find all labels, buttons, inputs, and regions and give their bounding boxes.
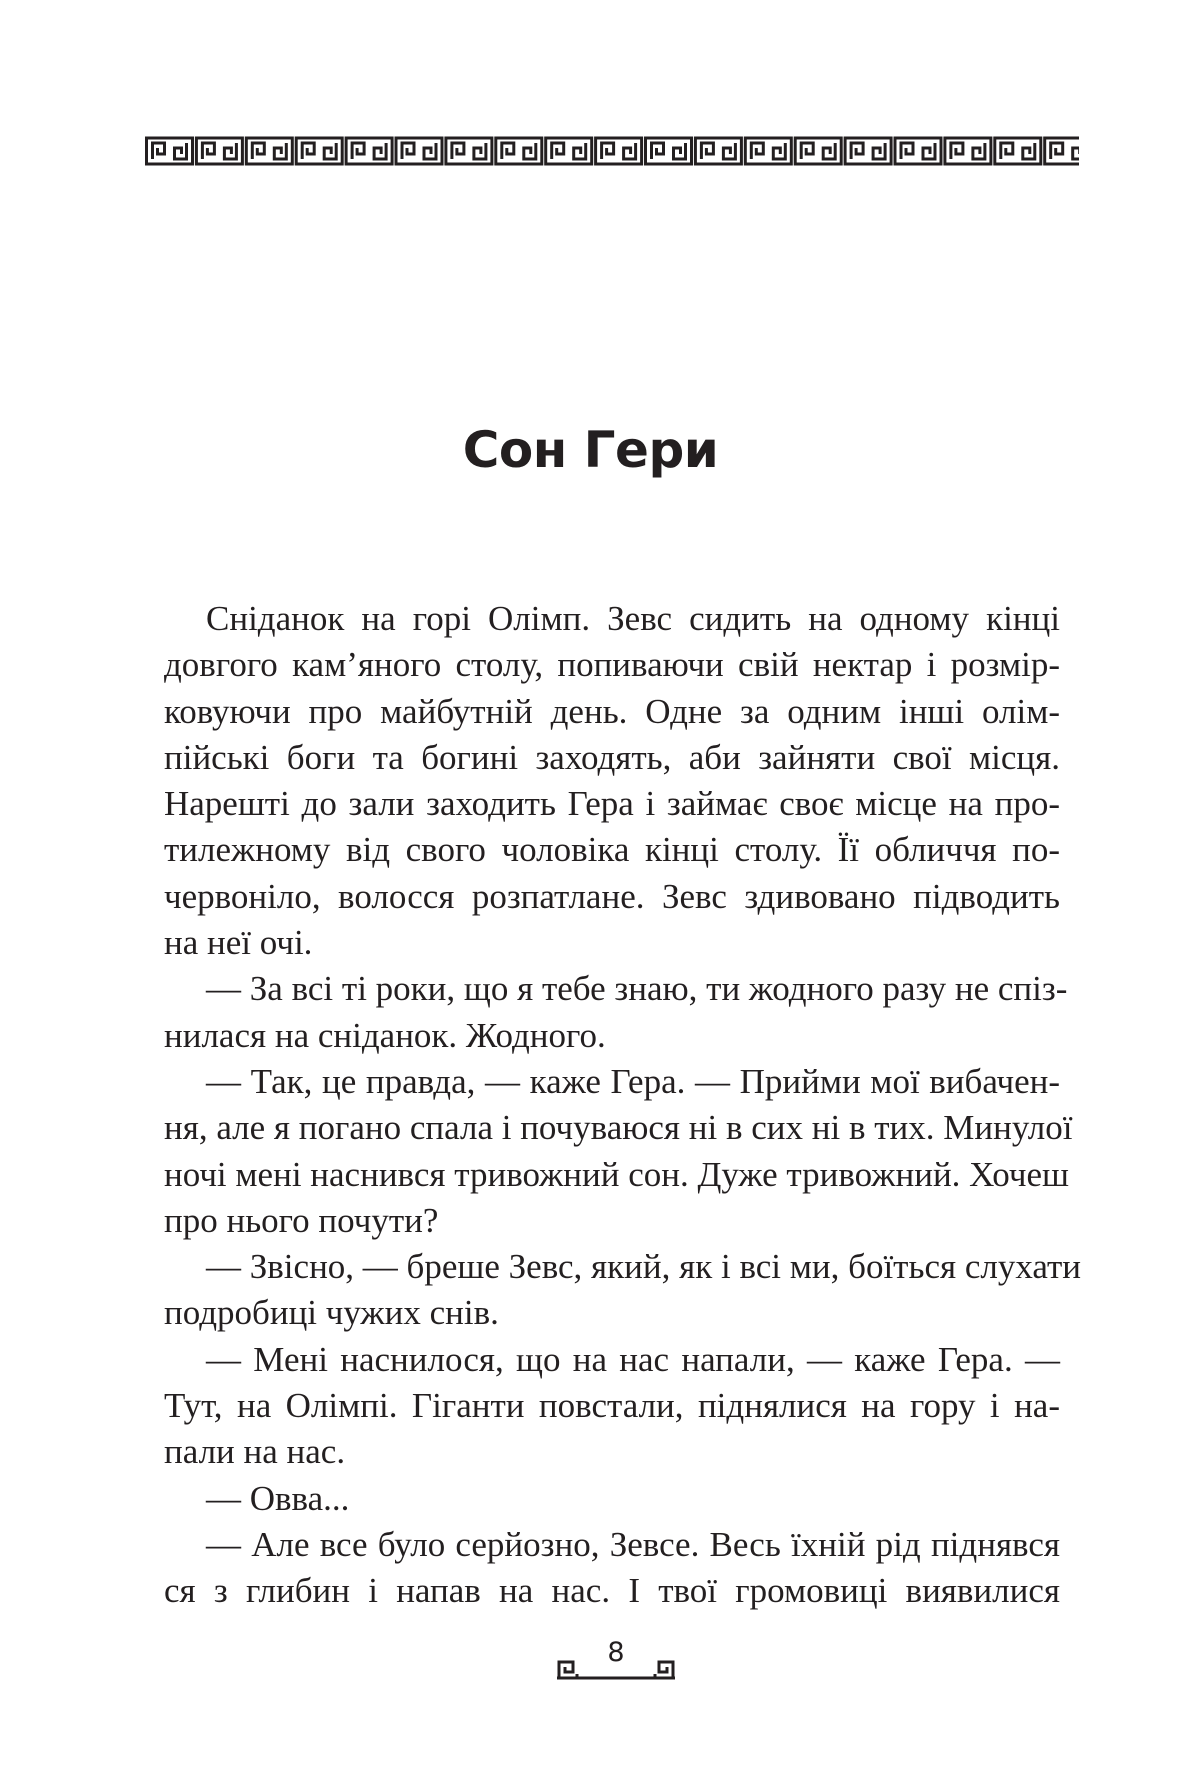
text-line: тилежному від свого чоловіка кінці столу. Її обличчя по-: [164, 830, 1060, 870]
text-line: ковуючи про майбутній день. Одне за одним інші олім-: [164, 691, 1060, 731]
text-line: пійські боги та богині заходять, аби зайняти свої місця.: [164, 737, 1060, 777]
page-folio: [555, 1638, 677, 1682]
chapter-title: Сон Гери: [462, 421, 719, 479]
text-line: — Так, це правда, — каже Гера. — Прийми мої вибачен-: [206, 1061, 1060, 1101]
text-line: на неї очі.: [164, 923, 313, 963]
text-line: про нього почути?: [164, 1200, 439, 1240]
text-line: ся з глибин і напав на нас. І твої громовиці виявилися: [164, 1571, 1060, 1611]
text-line: нилася на сніданок. Жодного.: [164, 1015, 606, 1055]
text-line: червоніло, волосся розпатлане. Зевс здивовано підводить: [164, 876, 1060, 916]
text-line: пали на нас.: [164, 1432, 346, 1472]
text-line: ня, але я погано спала і почуваюся ні в сих ні в тих. Минулої: [164, 1108, 1073, 1148]
text-line: — За всі ті роки, що я тебе знаю, ти жодного разу не спіз-: [206, 969, 1068, 1009]
text-line: Сніданок на горі Олімп. Зевс сидить на одному кінці: [206, 599, 1060, 638]
text-line: — Овва...: [206, 1478, 350, 1518]
text-line: ночі мені наснився тривожний сон. Дуже тривожний. Хочеш: [164, 1154, 1069, 1194]
text-line: Тут, на Олімпі. Гіганти повстали, піднялися на гору і на-: [164, 1386, 1060, 1426]
greek-key-border: [145, 136, 1079, 166]
text-line: — Звісно, — бреше Зевс, який, як і всі ми, боїться слухати: [206, 1247, 1082, 1287]
text-line: подробиці чужих снів.: [164, 1293, 499, 1333]
text-line: — Але все було серйозно, Зевсе. Весь їхній рід піднявся: [206, 1524, 1060, 1564]
text-line: Нарешті до зали заходить Гера і займає своє місце на про-: [164, 784, 1060, 824]
text-line: довгого кам’яного столу, попиваючи свій нектар і розмір-: [164, 645, 1060, 685]
page-number: 8: [607, 1637, 625, 1668]
chapter-body: [164, 596, 1082, 1615]
text-line: — Мені наснилося, що на нас напали, — каже Гера. —: [206, 1339, 1060, 1379]
